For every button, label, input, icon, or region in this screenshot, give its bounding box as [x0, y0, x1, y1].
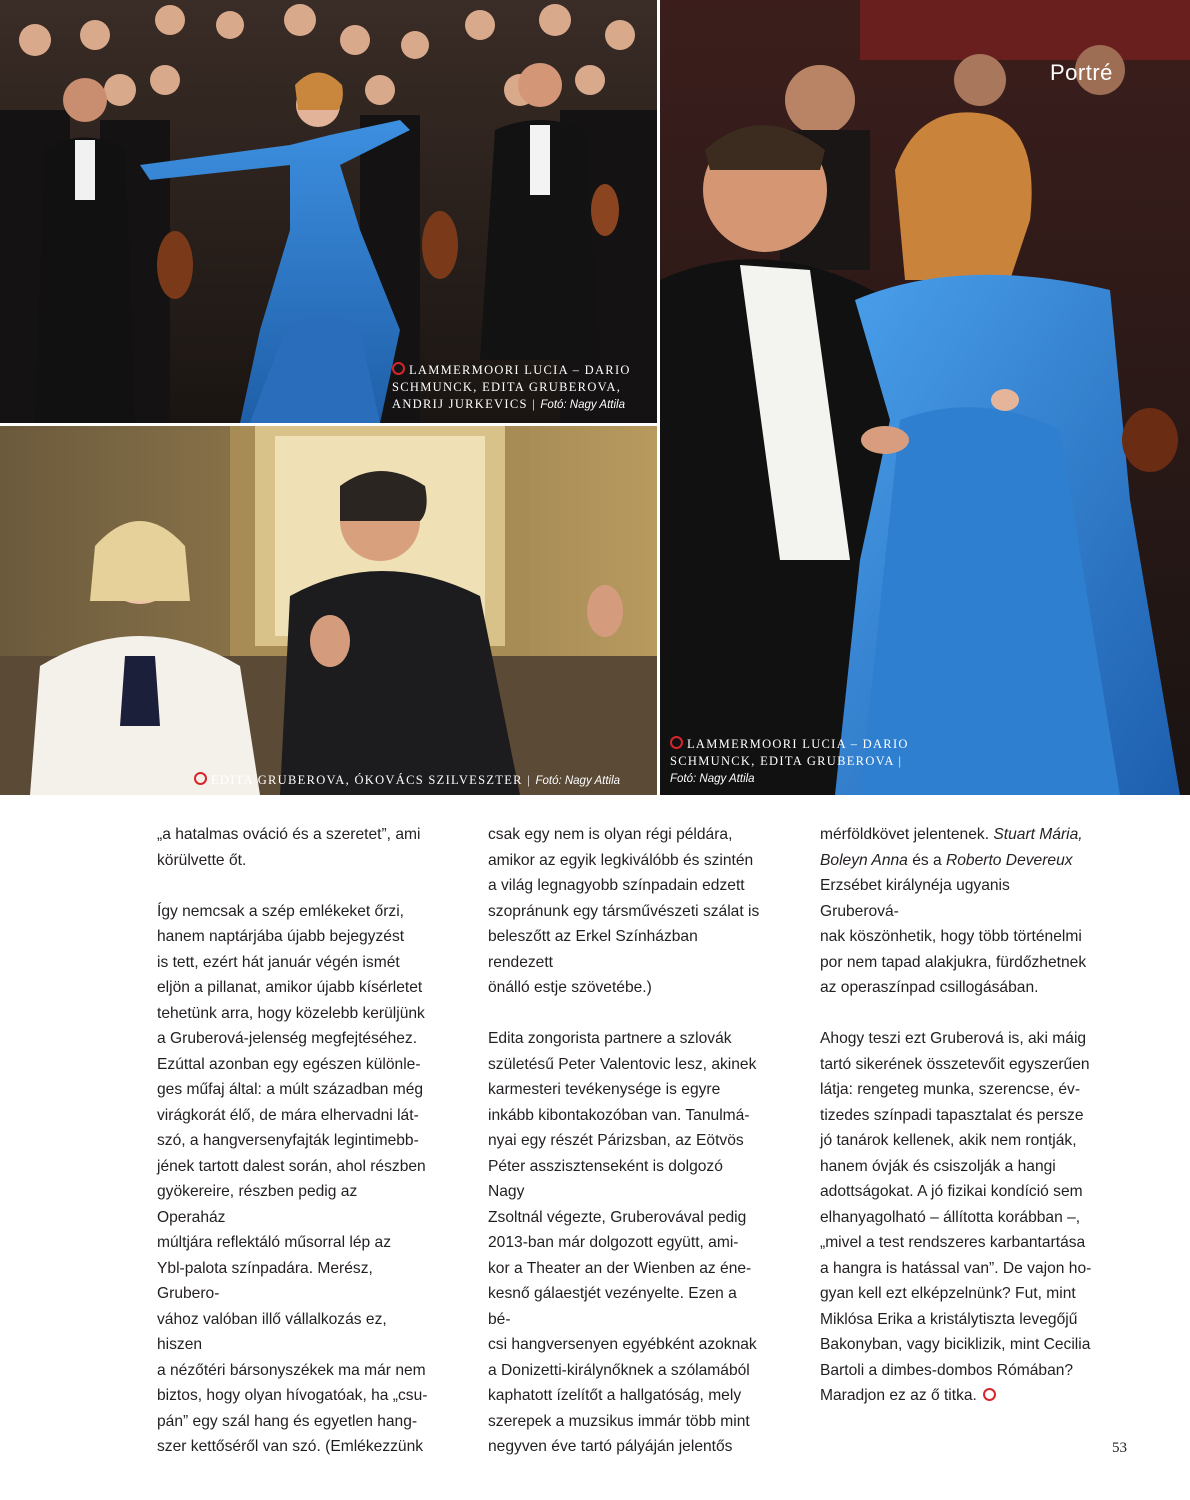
caption-hall: EDITA GRUBEROVA, ÓKOVÁCS SZILVESZTER | Fotó: Nagy Attila [194, 772, 654, 790]
caption-curtain-call: LAMMERMOORI LUCIA – DARIO SCHMUNCK, EDITA GRUBEROVA, ANDRIJ JURKEVICS | Fotó: Nagy Attila [392, 363, 631, 411]
end-mark-icon [983, 1388, 996, 1401]
article-column-2 [488, 822, 760, 1460]
title-stuart-maria: Stuart Mária, [993, 826, 1083, 843]
caption-ring-icon [392, 362, 405, 375]
paragraph [820, 822, 1092, 1001]
photo-duet [660, 0, 1190, 795]
paragraph: Így nemcsak a szép emlékeket őrzi, hanem naptárjába újabb bejegyzést is tett, ezért hát január végén ismét eljön a pillanat, amikor újabb kísérletet tehetünk arra, hogy közelebb kerüljünk a Gruberová-jelenség megfejtéséhez. Ezúttal azonban egy egészen különle- ges műfaj által: a múlt században még virágkorát élő, de mára elhervadni lát- szó, a hangversenyfajták legintimebb- jének tartott dalest során, ahol részben gyökereire, részben pedig az Operaház múltjára reflektáló műsorral lép az Ybl-palota színpadára. Merész, Grubero- vához valóban illő vállalkozás ez, hiszen a nézőtéri bársonyszékek ma már nem biztos, hogy olyan hívogatóak, ha „csu- pán” egy szál hang és egyetlen hang- szer kettőséről van szó. (Emlékezzünk [157, 902, 428, 1455]
caption-text: LAMMERMOORI LUCIA – DARIO SCHMUNCK, EDITA GRUBEROVA, ANDRIJ JURKEVICS [392, 363, 631, 411]
text-run: és a [907, 851, 946, 869]
caption-ring-icon [194, 772, 207, 785]
text-run: Ahogy teszi ezt Gruberová is, aki máig tartó sikerének összetevőit egyszerűen látja: rengeteg munka, szerencse, év- tizedes színpadi tapasztalat és persze jó tanárok kellenek, akik nem rontják, hanem óvják és csiszolják a hangi adottságokat. A jó fizikai kondíció sem elhanyagolható – állította korábban –, „mivel a test rendszeres karbantartása a hangra is hatással van”. De vajon ho- gyan kell ezt elképzelnünk? Fut, mint Miklósa Erika a kristálytiszta levegőjű Bakonyban, vagy biciklizik, mint Cecilia Bartoli a dimbes-dombos Rómában? Maradjon ez az ő titka. [820, 1030, 1092, 1404]
text-run: Erzsébet királynéja ugyanis Gruberová- nak köszönhetik, hogy több történelmi por nem tapad alakjukra, fürdőzhetnek az operaszínpad csillogásában. [820, 877, 1087, 996]
curtain-call-image [0, 0, 657, 423]
caption-text: LAMMERMOORI LUCIA – DARIO SCHMUNCK, EDITA GRUBEROVA [670, 737, 909, 768]
paragraph: Edita zongorista partnere a szlovák születésű Peter Valentovic lesz, akinek karmesteri tevékenysége is egyre inkább kibontakozóban van. Tanulmá- nyai egy részét Párizsban, az Eötvös Péter asszisztenseként is dolgozó Nagy Zsoltnál végezte, Gruberovával pedig 2013-ban már dolgozott együtt, ami- kor a Theater an der Wienben az éne- kesnő gálaestjét vezényelte. Ezen a bé- csi hangversenyen egyébként azoknak a Donizetti-királynőknek a szólamából kaphatott ízelítőt a hallgatóság, mely szerepek a muzsikus immár több mint negyven éve tartó pályáján jelentős [488, 1030, 757, 1455]
article-column-3 [820, 822, 1092, 1409]
section-label: Portré [1050, 60, 1113, 85]
caption-ring-icon [670, 736, 683, 749]
title-roberto-devereux: Roberto Devereux [946, 851, 1073, 869]
photo-hall [0, 426, 657, 795]
title-boleyn-anna: Boleyn Anna [820, 851, 908, 869]
text-run: mérföldkövet jelentenek. [820, 826, 994, 843]
page-number: 53 [1112, 1440, 1127, 1456]
photo-credit: Fotó: Nagy Attila [540, 399, 625, 411]
article-column-1 [157, 822, 429, 1460]
photo-credit: Fotó: Nagy Attila [535, 775, 621, 787]
photo-credit: Fotó: Nagy Attila [670, 773, 755, 785]
paragraph [820, 1026, 1092, 1409]
caption-text: EDITA GRUBEROVA, ÓKOVÁCS SZILVESZTER [211, 773, 523, 787]
photo-curtain-call [0, 0, 657, 423]
duet-image [660, 0, 1190, 795]
hall-image [0, 426, 657, 795]
caption-duet: LAMMERMOORI LUCIA – DARIO SCHMUNCK, EDITA GRUBEROVA | Fotó: Nagy Attila [670, 737, 909, 785]
paragraph: csak egy nem is olyan régi példára, amikor az egyik legkiválóbb és szintén a világ legnagyobb színpadain edzett szopránunk egy társművészeti szálat is beleszőtt az Erkel Színházban rendezett önálló estje szövetébe.) [488, 826, 760, 996]
paragraph: „a hatalmas ováció és a szeretet”, ami körülvette őt. [157, 826, 421, 869]
